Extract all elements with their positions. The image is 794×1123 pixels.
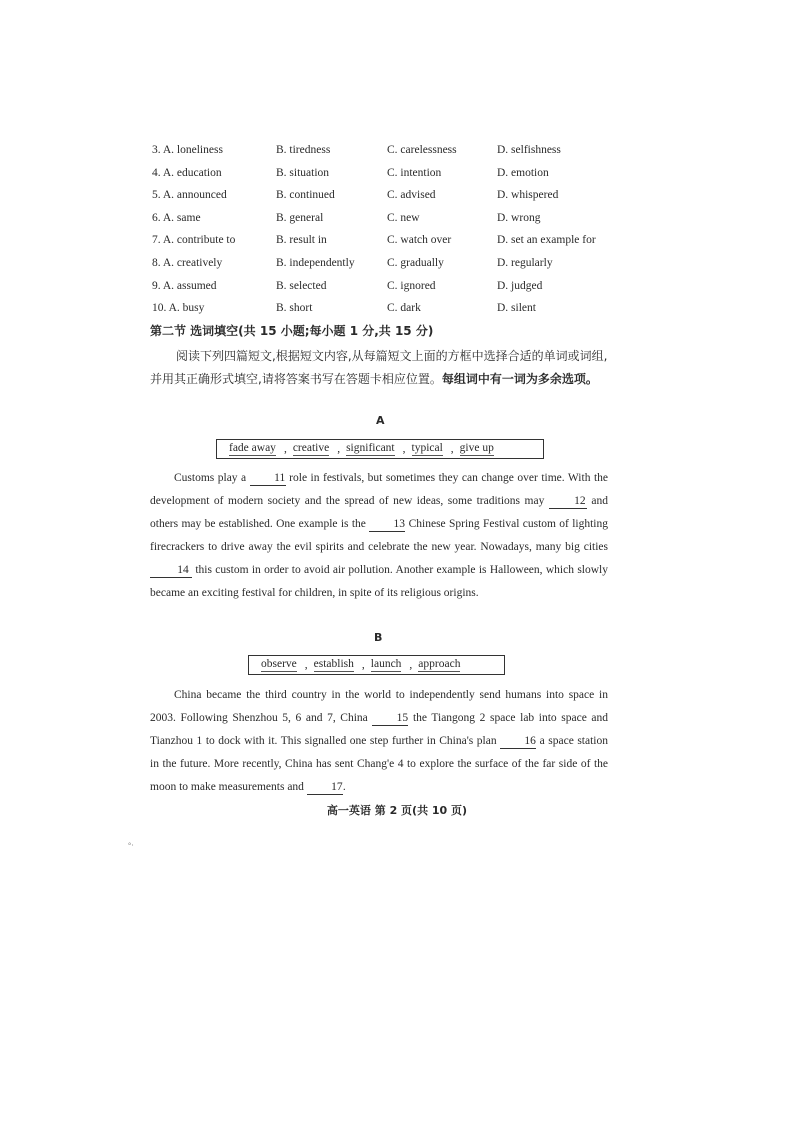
passage-text: role in festivals, but sometimes they can change over time. With the development of modern society and the spread of new ideas, some traditions may [150, 472, 608, 507]
instruction-emphasis: 每组词中有一词为多余选项。 [441, 372, 598, 386]
answer-blank[interactable]: 14 [150, 563, 192, 578]
passage-text: Chinese Spring Festival custom of lighting firecrackers to drive away the evil spirits and celebrate the new year. Nowadays, many big cities [150, 518, 608, 553]
word-separator: , [402, 443, 406, 455]
option-row [152, 209, 632, 232]
passage-text: the Tiangong 2 space lab into space and Tianzhou 1 to dock with it. This signalled one step further in China's plan [150, 712, 608, 747]
word-option: fade away [229, 442, 276, 454]
passage-text: . [342, 781, 346, 793]
option-row [152, 141, 632, 164]
option-b: B. independently [276, 256, 355, 269]
page-footer: 高一英语 第 2 页(共 10 页) [326, 804, 468, 817]
passage-a-text [150, 467, 608, 605]
option-a: 10. A. busy [152, 302, 205, 315]
option-b: B. continued [276, 189, 335, 202]
option-d: D. wrong [497, 211, 541, 224]
option-c: C. watch over [387, 234, 452, 247]
word-box-b [248, 655, 505, 675]
option-d: D. set an example for [497, 234, 596, 247]
word-option: approach [418, 658, 461, 670]
option-a: 8. A. creatively [152, 256, 223, 269]
answer-blank[interactable]: 11 [250, 471, 286, 486]
option-row [152, 299, 632, 322]
word-box-a [216, 439, 544, 459]
word-separator: , [337, 443, 341, 455]
answer-blank[interactable]: 15 [372, 711, 408, 726]
passage-b [150, 684, 608, 799]
passage-a-label: A [376, 414, 385, 427]
answer-blank[interactable]: 12 [549, 494, 587, 509]
option-a: 3. A. loneliness [152, 144, 223, 156]
word-separator: , [409, 659, 413, 671]
passage-text: this custom in order to avoid air pollution. Another example is Halloween, which slowly became an exciting festival for children, in spite of its religious origins. [150, 564, 608, 599]
word-option: significant [346, 442, 395, 454]
word-separator: , [361, 659, 365, 671]
option-b: B. short [276, 302, 313, 315]
option-row [152, 164, 632, 187]
option-row [152, 186, 632, 209]
multiple-choice-options [152, 141, 632, 322]
scan-speck: °· [128, 841, 134, 850]
option-d: D. whispered [497, 189, 559, 202]
passage-text: a space station in the future. More recently, China has sent Chang'e 4 to explore the surface of the far side of the moon to make measurements and [150, 735, 608, 793]
option-b: B. situation [276, 166, 330, 179]
word-separator: , [304, 659, 308, 671]
option-row [152, 277, 632, 300]
option-c: C. dark [387, 302, 421, 315]
option-d: D. judged [497, 279, 543, 292]
word-option: launch [370, 658, 402, 670]
passage-text: China became the third country in the world to independently send humans into space in 2003. Following Shenzhou 5, 6 and 7, China [150, 689, 608, 724]
option-c: C. gradually [387, 256, 444, 269]
option-row [152, 231, 632, 254]
option-b: B. tiredness [276, 144, 331, 156]
option-a: 6. A. same [152, 211, 201, 224]
passage-b-text [150, 684, 608, 799]
passage-a [150, 467, 608, 605]
answer-blank[interactable]: 13 [369, 517, 405, 532]
option-c: C. advised [387, 189, 436, 202]
option-c: C. ignored [387, 279, 436, 292]
option-c: C. carelessness [387, 144, 457, 156]
option-a: 9. A. assumed [152, 279, 217, 292]
word-separator: , [283, 443, 287, 455]
instruction-text: 阅读下列四篇短文,根据短文内容,从每篇短文上面的方框中选择合适的单词或词组,并用其正确形式填空,请将答案书写在答题卡相应位置。 [150, 349, 608, 386]
section-title: 第二节 选词填空(共 15 小题;每小题 1 分,共 15 分) [150, 324, 434, 338]
option-d: D. selfishness [497, 144, 561, 156]
option-row [152, 254, 632, 277]
option-c: C. new [387, 211, 420, 224]
answer-blank[interactable]: 16 [500, 734, 536, 749]
word-option: establish [313, 658, 354, 670]
option-d: D. emotion [497, 166, 549, 179]
passage-b-label: B [374, 631, 383, 644]
passage-text: and others may be established. One example is the [150, 495, 608, 530]
option-a: 5. A. announced [152, 189, 227, 202]
option-a: 7. A. contribute to [152, 234, 236, 247]
option-b: B. selected [276, 279, 327, 292]
word-option: typical [411, 442, 443, 454]
option-b: B. result in [276, 234, 327, 247]
word-option: observe [261, 658, 297, 670]
passage-text: Customs play a [174, 472, 250, 484]
word-option: give up [459, 442, 494, 454]
section-instruction [150, 345, 610, 391]
option-d: D. regularly [497, 256, 553, 269]
option-d: D. silent [497, 302, 536, 315]
option-b: B. general [276, 211, 324, 224]
option-a: 4. A. education [152, 166, 222, 179]
option-c: C. intention [387, 166, 442, 179]
answer-blank[interactable]: 17 [307, 780, 343, 795]
word-separator: , [450, 443, 454, 455]
word-option: creative [292, 442, 330, 454]
